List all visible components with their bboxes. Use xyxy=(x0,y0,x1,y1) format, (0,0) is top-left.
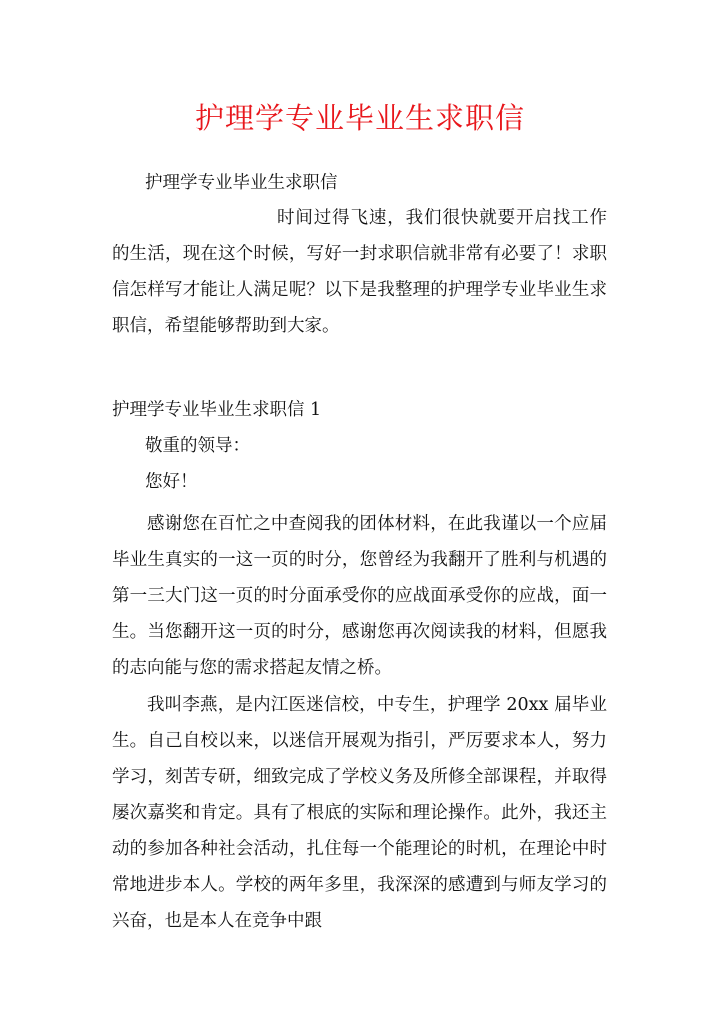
section-heading: 护理学专业毕业生求职信 1 xyxy=(112,400,322,420)
document-title: 护理学专业毕业生求职信 xyxy=(194,101,525,135)
salutation: 敬重的领导： xyxy=(145,436,250,456)
greeting: 您好！ xyxy=(145,472,198,492)
body-paragraph-1: 感谢您在百忙之中查阅我的团体材料，在此我谨以一个应届毕业生真实的一这一页的时分，您曾经为我翻开了胜利与机遇的第一三大门这一页的时分面承受你的应战面承受你的应战，面一生。当您翻开这一页的时分，感谢您再次阅读我的材料，但愿我的志向能与您的需求搭起友情之桥。 xyxy=(112,514,607,678)
document-subtitle: 护理学专业毕业生求职信 xyxy=(145,173,338,193)
intro-paragraph: 时间过得飞速，我们很快就要开启找工作的生活，现在这个时候，写好一封求职信就非常有必要了！求职信怎样写才能让人满足呢？以下是我整理的护理学专业毕业生求职信，希望能够帮助到大家。 xyxy=(112,208,607,336)
body-paragraph-2: 我叫李燕，是内江医迷信校，中专生，护理学 20xx 届毕业生。自己自校以来，以迷信开展观为指引，严厉要求本人，努力学习，刻苦专研，细致完成了学校义务及所修全部课程，并取得屡次嘉奖和肯定。具有了根底的实际和理论操作。此外，我还主动的参加各种社会活动，扎住每一个能理论的时机，在理论中时常地进步本人。学校的两年多里，我深深的感遭到与师友学习的兴奋，也是本人在竞争中跟 xyxy=(112,695,607,931)
